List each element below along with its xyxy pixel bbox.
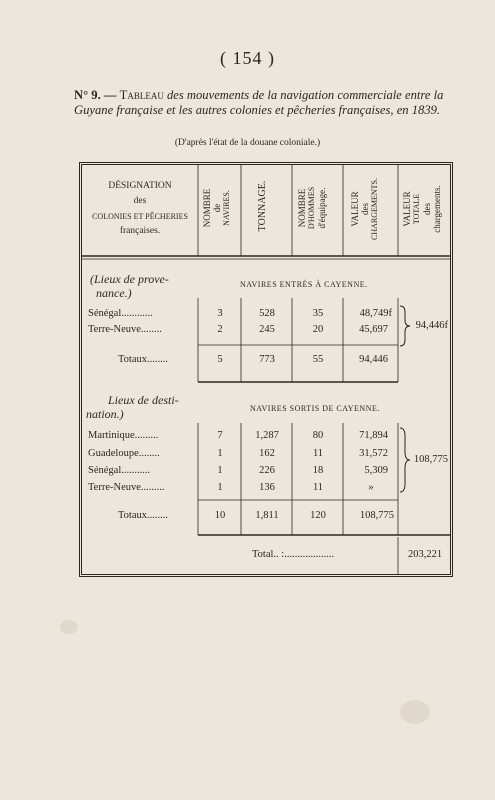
table-row-hommes: 18 <box>312 465 324 476</box>
table-row-navires: 1 <box>217 465 223 476</box>
total-row-tonnage: 773 <box>259 354 275 365</box>
header-hommes-line3: d'équipage. <box>317 187 327 229</box>
table-row-tonnage: 245 <box>259 324 275 335</box>
total-row-hommes: 120 <box>310 510 326 521</box>
header-valeur-totale-line1: VALEUR <box>402 191 412 227</box>
table-row-name: Sénégal........... <box>88 465 151 476</box>
header-valeur-totale-line3: des <box>422 203 432 215</box>
header-hommes <box>297 168 327 248</box>
header-valeur-line1: VALEUR <box>350 191 360 227</box>
provenance-label <box>90 272 169 300</box>
table-row-tonnage: 226 <box>259 465 275 476</box>
table-row-navires: 1 <box>217 482 223 493</box>
table-row-name: Guadeloupe........ <box>88 448 160 459</box>
table-row-valeur: 71,894 <box>359 430 388 441</box>
grand-total-value: 203,221 <box>407 549 443 560</box>
header-designation-line4: françaises. <box>119 226 161 236</box>
header-valeur-totale-line2: TOTALE <box>412 193 421 225</box>
table-row-hommes: 11 <box>312 448 324 459</box>
table-row-tonnage: 1,287 <box>255 430 279 441</box>
provenance-section-title: NAVIRES ENTRÉS À CAYENNE. <box>240 280 368 289</box>
total-row-valeur: 108,775 <box>359 510 394 521</box>
header-navires-line3: NAVIRES. <box>222 190 231 226</box>
header-hommes-line2: D'HOMMES <box>307 186 316 230</box>
header-designation <box>82 179 198 239</box>
table-row-valeur: 31,572 <box>359 448 388 459</box>
total-row-name: Totaux........ <box>118 510 169 521</box>
table-row-hommes: 80 <box>312 430 324 441</box>
page-number: ( 154 ) <box>220 48 275 68</box>
provenance-label-line2: nance.) <box>96 286 132 300</box>
table-row-navires: 1 <box>217 448 223 459</box>
table-row-valeur: 45,697 <box>359 324 388 335</box>
header-designation-line3: COLONIES ET PÊCHERIES <box>92 212 188 221</box>
table-row-navires: 2 <box>217 324 223 335</box>
table-row-tonnage: 136 <box>259 482 275 493</box>
table-row-name: Terre-Neuve......... <box>88 482 165 493</box>
total-row-valeur: 94,446 <box>359 354 388 365</box>
header-hommes-line1: NOMBRE <box>297 188 307 228</box>
header-navires-line1: NOMBRE <box>202 188 212 228</box>
provenance-label-line1: (Lieux de prove- <box>90 272 169 286</box>
table-row-valeur: 48,749f <box>359 308 392 319</box>
title-lead: Tableau <box>119 88 164 102</box>
group-total-provenance: 94,446f <box>415 320 448 331</box>
destination-label <box>86 393 179 421</box>
total-row-navires: 5 <box>217 354 223 365</box>
header-tonnage-label: TONNAGE. <box>257 180 268 232</box>
destination-section-title: NAVIRES SORTIS DE CAYENNE. <box>250 404 380 413</box>
table-row-valeur: » <box>368 482 374 493</box>
title-text: des mouvements de la navigation commerciale entre la Guyane française et les autres colonies et pêcheries françaises, en 1839. <box>74 88 444 117</box>
table-number: N° 9. — <box>74 88 117 102</box>
destination-label-line1: Lieux de desti- <box>108 393 179 407</box>
source-note: (D'après l'état de la douane coloniale.) <box>174 138 321 148</box>
table-row-tonnage: 528 <box>259 308 275 319</box>
destination-label-line2: nation.) <box>86 407 124 421</box>
table-row-hommes: 20 <box>312 324 324 335</box>
header-valeur-totale <box>402 168 442 250</box>
total-row-navires: 10 <box>214 510 226 521</box>
header-navires-line2: de <box>212 203 222 213</box>
table-row-navires: 3 <box>217 308 223 319</box>
table-row-name: Terre-Neuve........ <box>88 324 162 335</box>
header-valeur-line3: CHARGEMENTS. <box>370 178 379 241</box>
table-row-hommes: 11 <box>312 482 324 493</box>
total-row-hommes: 55 <box>312 354 324 365</box>
table-row-tonnage: 162 <box>259 448 275 459</box>
header-valeur-totale-line4: chargements. <box>432 185 442 233</box>
grand-total-label: Total.. :................... <box>252 549 335 560</box>
header-tonnage <box>258 168 268 244</box>
table-row-valeur: 5,309 <box>364 465 388 476</box>
header-valeur-line2: des <box>360 203 370 215</box>
header-designation-line2: des <box>133 196 147 206</box>
header-designation-line1: DÉSIGNATION <box>108 181 172 191</box>
total-row-tonnage: 1,811 <box>255 510 279 521</box>
total-row-name: Totaux........ <box>118 354 169 365</box>
table-row-name: Martinique......... <box>88 430 159 441</box>
table-row-hommes: 35 <box>312 308 324 319</box>
header-valeur <box>350 168 380 250</box>
table-row-name: Sénégal............ <box>88 308 153 319</box>
header-navires <box>202 168 232 248</box>
table-row-navires: 7 <box>217 430 223 441</box>
group-total-destination: 108,775 <box>413 454 448 465</box>
